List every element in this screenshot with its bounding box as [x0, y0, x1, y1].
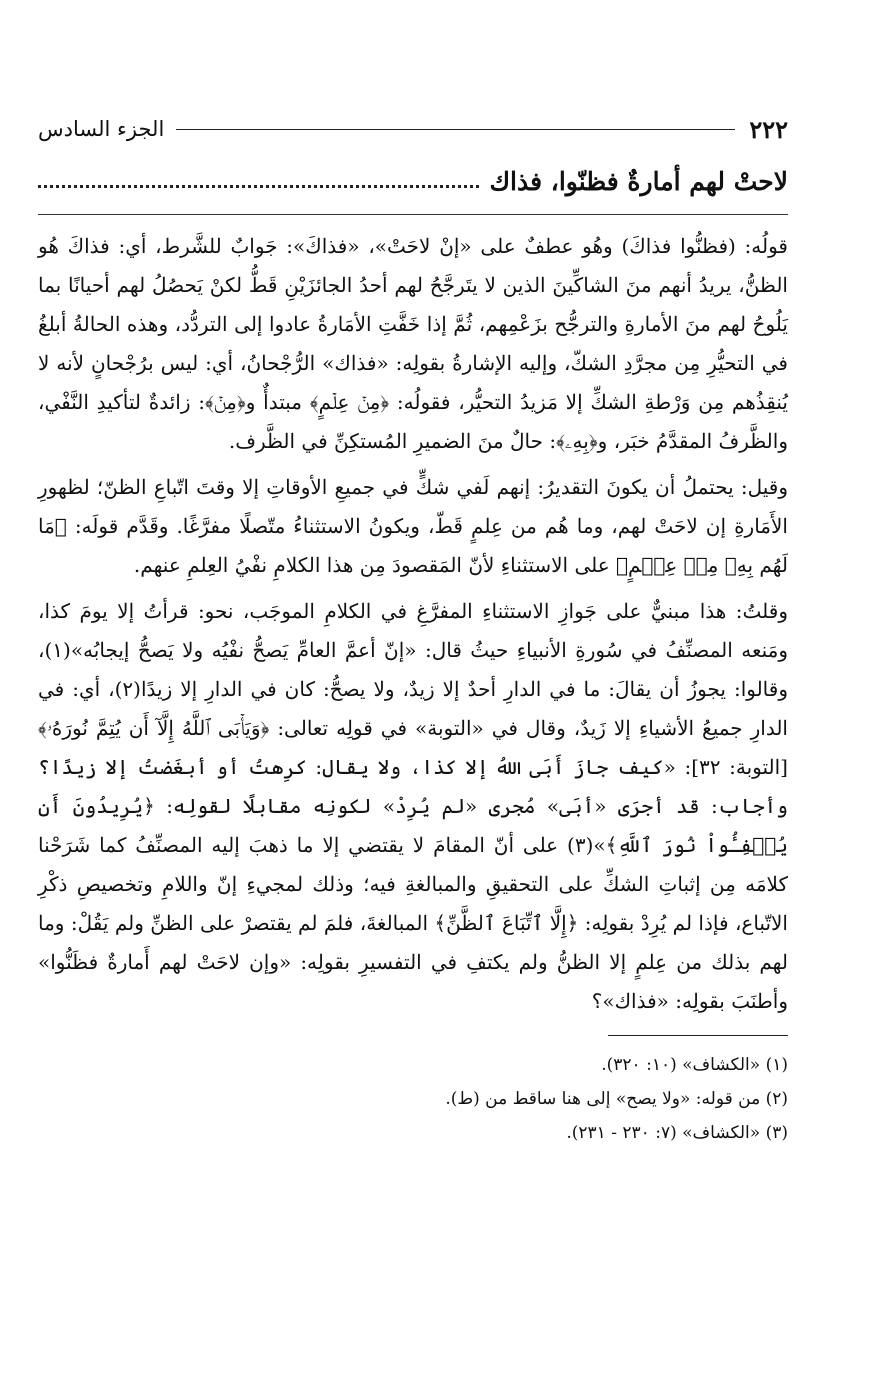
lemma-dotted-leader [38, 185, 479, 188]
part-title: الجزء السادس [38, 117, 165, 141]
lemma-rule [38, 214, 788, 215]
lemma-line [38, 160, 788, 202]
footnote-1: (١) «الكشاف» (١٠: ٣٢٠). [601, 1055, 788, 1075]
running-head [38, 112, 788, 146]
footnotes [38, 1048, 788, 1150]
paragraph-3: وقلتُ: هذا مبنيٌّ على جَوازِ الاستثناءِ المفرَّغِ في الكلامِ الموجَب، نحو: قرأتُ إلا يومَ كذا، ومَنعه المصنِّفُ في سُورةِ الأنبياءِ حيثُ قال: «إنّ أعمَّ العامِّ يَصحُّ نفْيُه ولا يَصحُّ إيجابُه»(١)، وقالوا: يجوزُ أن يقالَ: ما في الدارِ أحدٌ إلا زيدٌ، ولا يصحُّ: كان في الدارِ إلا زيدًا(٢)، أي: في الدارِ جميعُ الأشياءِ إلا زَيدٌ، وقال في «التوبة» في قولِه تعالى: ﴿وَيَأۡبَى ٱللَّهُ إِلَّآ أَن يُتِمَّ نُورَهُۥ﴾ [التوبة: ٣٢]: «كيف جازَ أَبَى اللهُ إلا كذا، ولا يقال: كرِهتُ أو أبغَضتُ إلا زيدًا؟ وأجاب: قد أجرَى «أبَى» مُجرى «لم يُرِدْ» لكونِه مقابلًا لقولِه: ﴿يُرِيدُونَ أَن يُطۡفِـُٔواْ نُورَ ٱللَّهِ﴾»(٣) على أنّ المقامَ لا يقتضي إلا ما ذهبَ إليه المصنِّفُ كما شَرَحْنا كلامَه مِن إثباتِ الشكِّ على التحقيقِ والمبالغةِ فيه؛ وذلك لمجيءِ إنّ واللامِ وتخصيصِ ذكْرِ الاتّباع، فإذا لم يُرِدْ بقولِه: ﴿إِلَّا ٱتِّبَاعَ ٱلظَّنِّ﴾ المبالغةَ، فلمَ لم يقتصرْ على الظنِّ ولم يَقُلْ: وما لهم بذلك من عِلمٍ إلا الظنُّ ولم يكتفِ في التفسيرِ بقولِه: «وإن لاحَتْ لهم أَمارةٌ فظَنُّوا» وأطنَبَ بقولِه: «فذاك»؟ [38, 599, 788, 1013]
paragraph-1: قولُه: (فظنُّوا فذاكَ) وهُو عطفٌ على «إنْ لاحَتْ»، «فذاكَ»: جَوابٌ للشَّرط، أي: فذاكَ هُو الظنُّ، يريدُ أنهم منَ الشاكِّينَ الذين لا يتَرجَّحُ لهم أحدُ الجائزَيْنِ قَطُّ لكنْ يَحصُلُ لهم أحيانًا بما يَلُوحُ لهم منَ الأمارةِ والترجُّح بزَعْمِهم، ثُمَّ إذا خَفَّتِ الأمَارةُ عادوا إلى التردُّد، وهذه الحالةُ أبلغُ في التحيُّرِ مِن مجرَّدِ الشكّ، وإليه الإشارةُ بقولِه: «فذاك» الرُّجْحانُ، أي: ليس برُجْحانٍ لأنه لا يُنقِذُهم مِن وَرْطةِ الشكِّ إلا مَزيدُ التحيُّر، فقولُه: ﴿مِنۡ عِلۡمٍ﴾ مبتدأٌ و﴿مِنۡ﴾: زائدةٌ لتأكيدِ النَّفْي، والظَّرفُ المقدَّمُ خبَر، و﴿بِهِۦ﴾: حالٌ منَ الضميرِ المُستكِنِّ في الظَّرف. [38, 234, 788, 453]
page-number: ٢٢٢ [749, 114, 788, 144]
main-text [38, 227, 788, 1021]
footnote-3: (٣) «الكشاف» (٧: ٢٣٠ - ٢٣١). [566, 1123, 788, 1143]
lemma-heading: لاحتْ لهم أمارةٌ فظنّوا، فذاك [489, 166, 788, 196]
footnote-rule [608, 1035, 788, 1036]
page [38, 112, 788, 1150]
header-rule [176, 129, 735, 130]
footnote-2: (٢) من قوله: «ولا يصح» إلى هنا ساقط من (ط). [445, 1089, 788, 1109]
paragraph-2: وقيل: يحتملُ أن يكونَ التقديرُ: إنهم لَفي شكٍّ في جميعِ الأوقاتِ إلا وقتَ اتّباعِ الظنّ؛ لظهورِ الأَمَارةِ إن لاحَتْ لهم، وما هُم من عِلمٍ قَطّ، ويكونُ الاستثناءُ متّصلًا مفرَّغًا. وقَدَّم قولَه: ﴿مَا لَهُم بِهِۦ مِنۡ عِلۡمٍ﴾ على الاستثناءِ لأنّ المَقصودَ مِن هذا الكلامِ نفْيُ العِلمِ عنهم. [38, 475, 788, 577]
